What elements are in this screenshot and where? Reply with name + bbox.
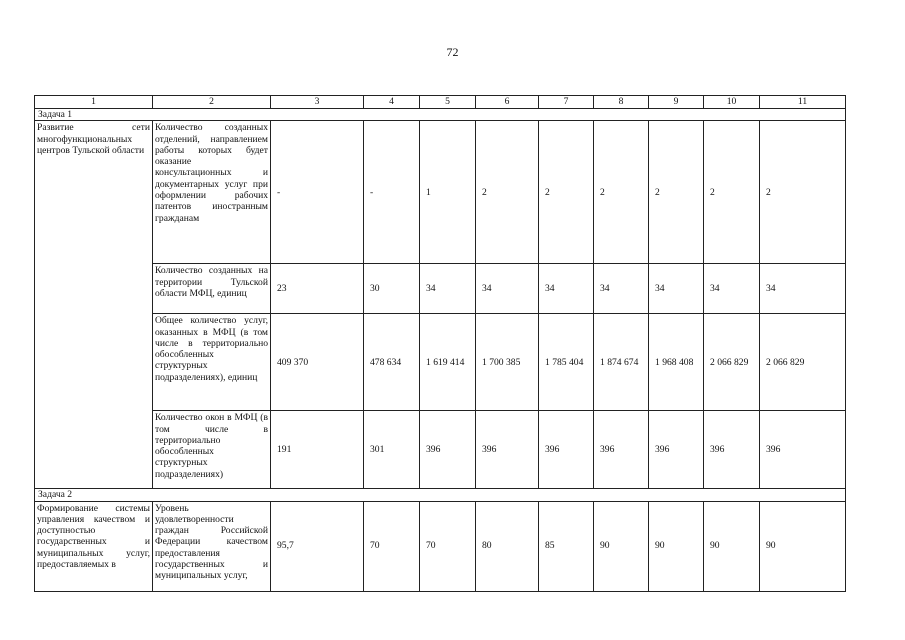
task-row — [35, 109, 846, 121]
value-cell: 1 — [420, 121, 476, 264]
value-cell: 1 785 404 — [539, 314, 594, 411]
column-header: 4 — [364, 96, 420, 109]
value-cell: 2 — [539, 121, 594, 264]
value-cell: 34 — [760, 264, 846, 314]
column-header: 1 — [35, 96, 153, 109]
value-cell: - — [364, 121, 420, 264]
value-cell: 396 — [594, 411, 649, 489]
value-cell: 34 — [649, 264, 704, 314]
value-cell: 85 — [539, 501, 594, 591]
indicator-cell: Уровень удовлетворенности граждан Российской Федерации качеством предоставления государственных и муниципальных услуг, — [153, 501, 271, 591]
value-cell: 396 — [420, 411, 476, 489]
column-header: 3 — [271, 96, 364, 109]
value-cell: 1 700 385 — [476, 314, 539, 411]
table-row — [35, 264, 846, 314]
value-cell: 301 — [364, 411, 420, 489]
column-header: 9 — [649, 96, 704, 109]
value-cell: 2 — [704, 121, 760, 264]
value-cell: 30 — [364, 264, 420, 314]
value-cell: 1 968 408 — [649, 314, 704, 411]
value-cell: 1 874 674 — [594, 314, 649, 411]
value-cell: 95,7 — [271, 501, 364, 591]
value-cell: 396 — [649, 411, 704, 489]
column-header: 10 — [704, 96, 760, 109]
value-cell: 90 — [594, 501, 649, 591]
task-label: Задача 2 — [35, 489, 846, 501]
value-cell: 396 — [476, 411, 539, 489]
value-cell: 34 — [539, 264, 594, 314]
value-cell: 396 — [704, 411, 760, 489]
value-cell: 396 — [760, 411, 846, 489]
value-cell: 191 — [271, 411, 364, 489]
indicators-table — [34, 95, 846, 592]
task-row — [35, 489, 846, 501]
column-header: 11 — [760, 96, 846, 109]
value-cell: 2 066 829 — [704, 314, 760, 411]
table-row — [35, 121, 846, 264]
indicator-cell: Количество созданных отделений, направлением работы которых будет оказание консультационных и документарных услуг при оформлении рабочих патентов иностранным гражданам — [153, 121, 271, 264]
column-header: 8 — [594, 96, 649, 109]
column-header: 2 — [153, 96, 271, 109]
indicator-cell: Количество созданных на территории Тульской области МФЦ, единиц — [153, 264, 271, 314]
table-header-row — [35, 96, 846, 109]
value-cell: 23 — [271, 264, 364, 314]
value-cell: 70 — [364, 501, 420, 591]
table-row — [35, 501, 846, 591]
column-header: 5 — [420, 96, 476, 109]
value-cell: 2 — [760, 121, 846, 264]
value-cell: 34 — [594, 264, 649, 314]
value-cell: 90 — [704, 501, 760, 591]
table-row — [35, 314, 846, 411]
indicator-cell: Общее количество услуг, оказанных в МФЦ (в том числе в территориально обособленных структурных подразделениях), единиц — [153, 314, 271, 411]
value-cell: 90 — [649, 501, 704, 591]
table-row — [35, 411, 846, 489]
value-cell: 70 — [420, 501, 476, 591]
value-cell: 2 066 829 — [760, 314, 846, 411]
value-cell: 2 — [476, 121, 539, 264]
value-cell: 34 — [476, 264, 539, 314]
column-header: 7 — [539, 96, 594, 109]
value-cell: 409 370 — [271, 314, 364, 411]
value-cell: 80 — [476, 501, 539, 591]
task-label: Задача 1 — [35, 109, 846, 121]
value-cell: 90 — [760, 501, 846, 591]
value-cell: 2 — [594, 121, 649, 264]
value-cell: 478 634 — [364, 314, 420, 411]
value-cell: 1 619 414 — [420, 314, 476, 411]
value-cell: 2 — [649, 121, 704, 264]
value-cell: 34 — [704, 264, 760, 314]
indicator-cell: Количество окон в МФЦ (в том числе в территориально обособленных структурных подразделениях) — [153, 411, 271, 489]
value-cell: - — [271, 121, 364, 264]
column-header: 6 — [476, 96, 539, 109]
goal-cell: Формирование системы управления качеством и доступностью государственных и муниципальных услуг, предоставляемых в — [35, 501, 153, 591]
page-number: 72 — [446, 45, 459, 59]
goal-cell: Развитие сети многофункциональных центров Тульской области — [35, 121, 153, 489]
value-cell: 34 — [420, 264, 476, 314]
value-cell: 396 — [539, 411, 594, 489]
